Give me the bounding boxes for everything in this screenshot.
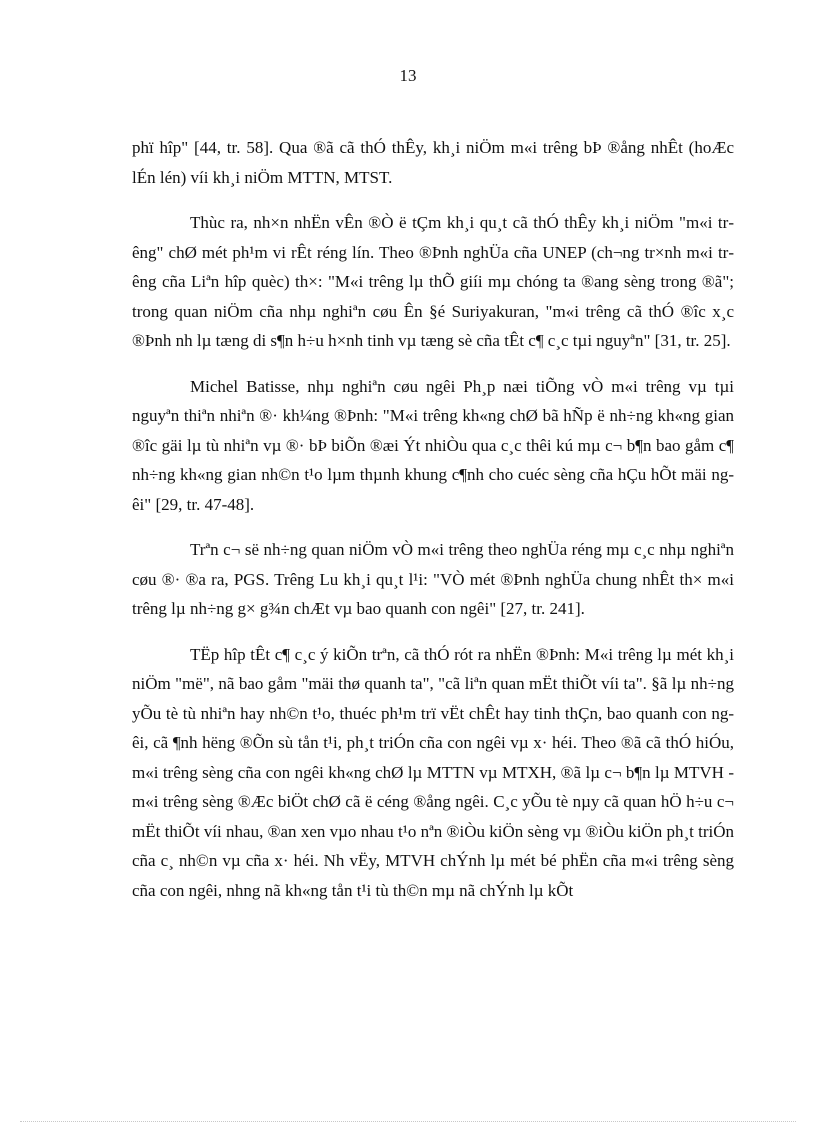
body-text	[132, 133, 734, 921]
paragraph-2: Thùc ra, nh×n nhËn vÊn ®Ò ë tÇm kh¸i qu¸t cã thÓ thÊy kh¸i niÖm "m«i trêng" chØ mét ph¹m vi rÊt réng lín. Theo ®Þnh nghÜa cña UNEP (ch¬ng tr×nh m«i trêng cña Liªn hîp quèc) th×: "M«i trêng lµ thÕ giíi mµ chóng ta ®ang sèng trong ®ã"; trong quan niÖm cña nhµ nghiªn cøu Ên §é Suriyakuran, "m«i trêng cã thÓ ®îc x¸c ®Þnh nh lµ tæng di s¶n h÷u h×nh tinh vµ tæng sè cña tÊt c¶ c¸c tµi nguyªn" [31, tr. 25].	[132, 213, 734, 350]
footer-divider	[20, 1121, 796, 1122]
paragraph-1: phï hîp" [44, tr. 58]. Qua ®ã cã thÓ thÊy, kh¸i niÖm m«i trêng bÞ ®ång nhÊt (hoÆc lÉn lén) víi kh¸i niÖm MTTN, MTST.	[132, 138, 734, 187]
paragraph-4: Trªn c¬ së nh÷ng quan niÖm vÒ m«i trêng theo nghÜa réng mµ c¸c nhµ nghiªn cøu ®· ®a ra, PGS. Trêng Lu kh¸i qu¸t l¹i: "VÒ mét ®Þnh nghÜa chung nhÊt th× m«i trêng lµ nh÷ng g× g¾n chÆt vµ bao quanh con ngêi" [27, tr. 241].	[132, 540, 734, 618]
paragraph-3: Michel Batisse, nhµ nghiªn cøu ngêi Ph¸p næi tiÕng vÒ m«i trêng vµ tµi nguyªn thiªn nhiªn ®· kh¼ng ®Þnh: "M«i trêng kh«ng chØ bã hÑp ë nh÷ng kh«ng gian ®îc gäi lµ tù nhiªn vµ ®· bÞ biÕn ®æi Ýt nhiÒu qua c¸c thêi kú mµ c¬ b¶n bao gåm c¶ nh÷ng kh«ng gian nh©n t¹o lµm thµnh khung c¶nh cho cuéc sèng cña hÇu hÕt mäi ngêi" [29, tr. 47-48].	[132, 376, 734, 514]
paragraph-5: TËp hîp tÊt c¶ c¸c ý kiÕn trªn, cã thÓ rót ra nhËn ®Þnh: M«i trêng lµ mét kh¸i niÖm "më", nã bao gåm "mäi thø quanh ta", "cã liªn quan mËt thiÕt víi ta". §ã lµ nh÷ng yÕu tè tù nhiªn hay nh©n t¹o, thuéc ph¹m trï vËt chÊt hay tinh thÇn, bao quanh con ngêi, cã ¶nh hëng ®Õn sù tån t¹i, ph¸t triÓn cña con ngêi vµ x· héi. Theo ®ã cã thÓ hiÓu, m«i trêng sèng cña con ngêi kh«ng chØ lµ MTTN vµ MTXH, ®ã lµ c¬ b¶n lµ MTVH - m«i trêng sèng ®Æc biÖt chØ cã ë céng ®ång ngêi. C¸c yÕu tè nµy cã quan hÖ h÷u c¬ mËt thiÕt víi nhau, ®an xen vµo nhau t¹o nªn ®iÒu kiÖn sèng vµ ®iÒu kiÖn ph¸t triÓn cña c¸ nh©n vµ cña x· héi. Nh vËy, MTVH chÝnh lµ mét bé phËn cña m«i trêng sèng cña con ngêi, nhng nã kh«ng tån t¹i tù th©n mµ nã chÝnh lµ kÕt	[132, 644, 734, 900]
page-number: 13	[399, 66, 417, 85]
